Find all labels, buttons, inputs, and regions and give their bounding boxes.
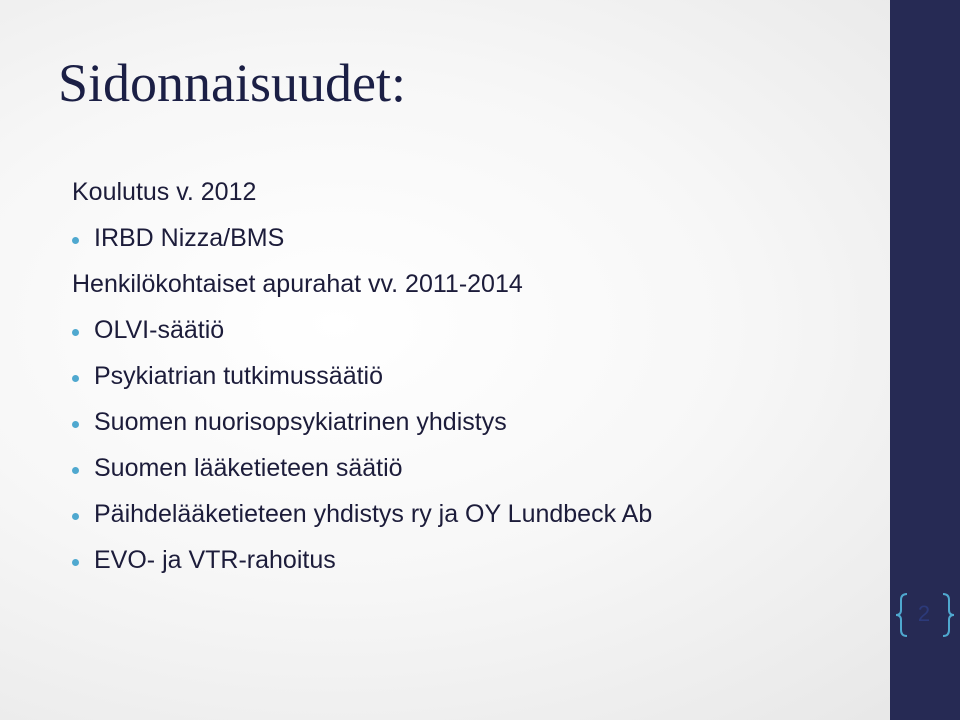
bullet-icon (72, 375, 79, 382)
bullet-icon (72, 421, 79, 428)
list-item: EVO- ja VTR-rahoitus (72, 546, 336, 575)
list-item: Päihdelääketieteen yhdistys ry ja OY Lundbeck Ab (72, 500, 652, 529)
list-item: Suomen lääketieteen säätiö (72, 454, 403, 483)
list-item: OLVI-säätiö (72, 316, 224, 345)
section-heading-grants: Henkilökohtaiset apurahat vv. 2011-2014 (72, 270, 523, 298)
bullet-icon (72, 237, 79, 244)
slide-title: Sidonnaisuudet: (58, 53, 406, 113)
bullet-icon (72, 513, 79, 520)
list-item: Suomen nuorisopsykiatrinen yhdistys (72, 408, 507, 437)
list-item: IRBD Nizza/BMS (72, 224, 284, 253)
bullet-icon (72, 467, 79, 474)
page-number-badge (895, 592, 957, 638)
page-number: 2 (917, 601, 931, 626)
list-item: Psykiatrian tutkimussäätiö (72, 362, 383, 391)
bullet-icon (72, 329, 79, 336)
section-heading-training: Koulutus v. 2012 (72, 178, 257, 206)
bullet-icon (72, 559, 79, 566)
